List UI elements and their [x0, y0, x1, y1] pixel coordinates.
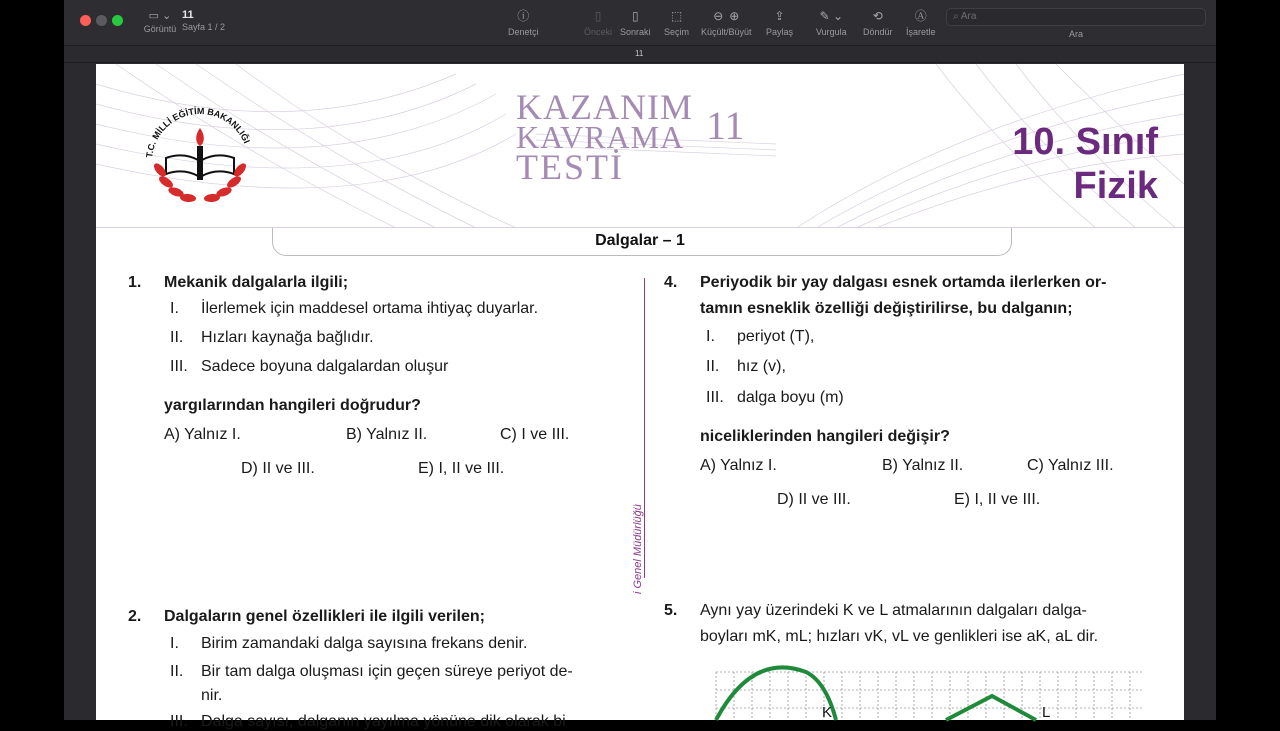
roman-numeral: I.	[170, 300, 179, 317]
subject-label: Fizik	[1073, 165, 1158, 207]
option-d[interactable]: D) II ve III.	[241, 460, 315, 477]
markup-button[interactable]	[906, 8, 936, 37]
roman-numeral: I.	[170, 635, 179, 652]
option-b[interactable]: B) Yalnız II.	[882, 457, 964, 474]
search-placeholder: Ara	[960, 11, 977, 22]
highlight-label: Vurgula	[816, 27, 847, 37]
question-prompt: niceliklerinden hangileri değişir?	[700, 428, 950, 445]
selection-label: Seçim	[664, 27, 690, 37]
question-2	[128, 608, 628, 730]
item-text: Bir tam dalga oluşması için geçen süreye periyot de-	[201, 663, 573, 680]
previous-page-icon: ▯	[594, 9, 602, 23]
previous-page-button[interactable]	[584, 8, 612, 37]
pdf-page	[96, 64, 1184, 730]
minimize-window-button[interactable]	[96, 15, 107, 26]
question-stem-line-2: tamın esneklik özelliği değiştirilirse, bu dalganın;	[700, 300, 1073, 317]
question-1	[128, 274, 608, 494]
title-line-3: TESTİ	[516, 147, 624, 187]
tab-document[interactable]: 11	[635, 49, 644, 58]
zoom-button[interactable]	[701, 8, 752, 37]
question-prompt: yargılarından hangileri doğrudur?	[164, 397, 421, 414]
highlight-pen-icon: ✎ ⌄	[819, 9, 844, 23]
next-label: Sonraki	[620, 27, 651, 37]
label-l: L	[1042, 704, 1051, 721]
option-c[interactable]: C) Yalnız III.	[1027, 457, 1114, 474]
zoom-in-icon[interactable]: ⊕	[729, 9, 740, 23]
markup-label: İşaretle	[906, 27, 936, 37]
topic-title: Dalgalar – 1	[595, 232, 685, 249]
question-number: 2.	[128, 608, 142, 625]
test-number: 11	[706, 103, 745, 148]
item-text: periyot (T),	[737, 328, 815, 345]
search-input[interactable]	[946, 8, 1206, 26]
rotate-button[interactable]	[863, 8, 893, 37]
highlight-button[interactable]	[816, 8, 847, 37]
ministry-logo	[140, 100, 260, 210]
previous-label: Önceki	[584, 27, 613, 37]
grade-label: 10. Sınıf	[1012, 121, 1158, 163]
item-text: dalga boyu (m)	[737, 389, 844, 406]
question-stem: Dalgaların genel özellikleri ile ilgili verilen;	[164, 608, 485, 625]
question-5	[664, 602, 1164, 662]
roman-numeral: I.	[706, 328, 715, 345]
item-text: İlerlemek için maddesel ortama ihtiyaç duyarlar.	[201, 300, 539, 317]
zoom-out-icon[interactable]: ⊖	[713, 9, 724, 23]
option-e[interactable]: E) I, II ve III.	[418, 460, 505, 477]
option-b[interactable]: B) Yalnız II.	[346, 426, 428, 443]
question-number: 5.	[664, 602, 678, 619]
rotate-icon: ⟲	[872, 9, 883, 23]
search-icon: ⌕	[953, 11, 961, 22]
item-text: Hızları kaynağa bağlıdır.	[201, 329, 374, 346]
roman-numeral: III.	[170, 358, 188, 375]
tab-bar	[64, 46, 1216, 63]
zoom-label: Küçült/Büyüt	[701, 27, 752, 37]
question-number: 1.	[128, 274, 142, 291]
share-button[interactable]	[766, 8, 793, 37]
roman-numeral: II.	[706, 358, 720, 375]
question-number: 4.	[664, 274, 678, 291]
selection-icon: ⬚	[670, 9, 683, 23]
inspector-button[interactable]	[508, 8, 539, 37]
ministry-text: T.C. MİLLİ EĞİTİM BAKANLIĞI	[144, 105, 252, 159]
test-title	[516, 87, 693, 187]
page-info: Sayfa 1 / 2	[182, 22, 226, 32]
question-4	[664, 274, 1164, 514]
option-a[interactable]: A) Yalnız I.	[164, 426, 241, 443]
view-button[interactable]	[140, 8, 180, 34]
item-text: hız (v),	[737, 358, 786, 375]
roman-numeral: III.	[706, 389, 724, 406]
inspector-label: Denetçi	[508, 27, 539, 37]
option-c[interactable]: C) I ve III.	[500, 426, 570, 443]
grid	[716, 672, 1142, 720]
search-label: Ara	[1069, 29, 1084, 39]
option-e[interactable]: E) I, II ve III.	[954, 491, 1041, 508]
close-window-button[interactable]	[80, 15, 91, 26]
share-label: Paylaş	[766, 27, 794, 37]
next-page-button[interactable]	[620, 8, 651, 37]
option-d[interactable]: D) II ve III.	[777, 491, 851, 508]
item-text: Dalga sayısı, dalganın yayılma yönüne dik olarak bi	[201, 713, 566, 730]
roman-numeral: II.	[170, 329, 184, 346]
label-k: K	[822, 704, 833, 721]
share-icon: ⇪	[774, 9, 785, 23]
wave-figure	[716, 668, 1142, 720]
next-page-icon: ▯	[631, 9, 639, 23]
info-icon: ⓘ	[517, 9, 530, 23]
question-text-line-2: boyları mK, mL; hızları vK, vL ve genlikleri ise aK, aL dir.	[700, 628, 1099, 645]
roman-numeral: II.	[170, 663, 184, 680]
grade-subject	[1012, 120, 1158, 208]
question-stem-line-1: Periyodik bir yay dalgası esnek ortamda ilerlerken or-	[700, 274, 1107, 291]
toolbar	[64, 0, 1216, 46]
view-label: Görüntü	[143, 24, 177, 34]
question-text-line-1: Aynı yay üzerindeki K ve L atmalarının dalgaları dalga-	[700, 602, 1087, 619]
item-text: Birim zamandaki dalga sayısına frekans denir.	[201, 635, 528, 652]
sidebar-icon: ▭ ⌄	[148, 10, 172, 22]
question-stem: Mekanik dalgalarla ilgili;	[164, 274, 349, 291]
title-line-2: KAVRAMA	[516, 119, 685, 155]
item-text: Sadece boyuna dalgalardan oluşur	[201, 358, 449, 375]
side-text: i Genel Müdürlüğü	[632, 504, 644, 594]
markup-icon: Ⓐ	[914, 9, 927, 23]
pulse-l	[946, 696, 1036, 720]
zoom-icons	[713, 8, 739, 24]
maximize-window-button[interactable]	[112, 15, 123, 26]
option-a[interactable]: A) Yalnız I.	[700, 457, 777, 474]
column-divider	[644, 278, 645, 578]
document-title: 11	[182, 9, 194, 21]
roman-numeral: III.	[170, 713, 188, 730]
title-line-1: KAZANIM	[516, 87, 693, 127]
selection-button[interactable]	[664, 8, 689, 37]
rotate-label: Döndür	[863, 27, 893, 37]
item-text: nir.	[201, 687, 223, 704]
